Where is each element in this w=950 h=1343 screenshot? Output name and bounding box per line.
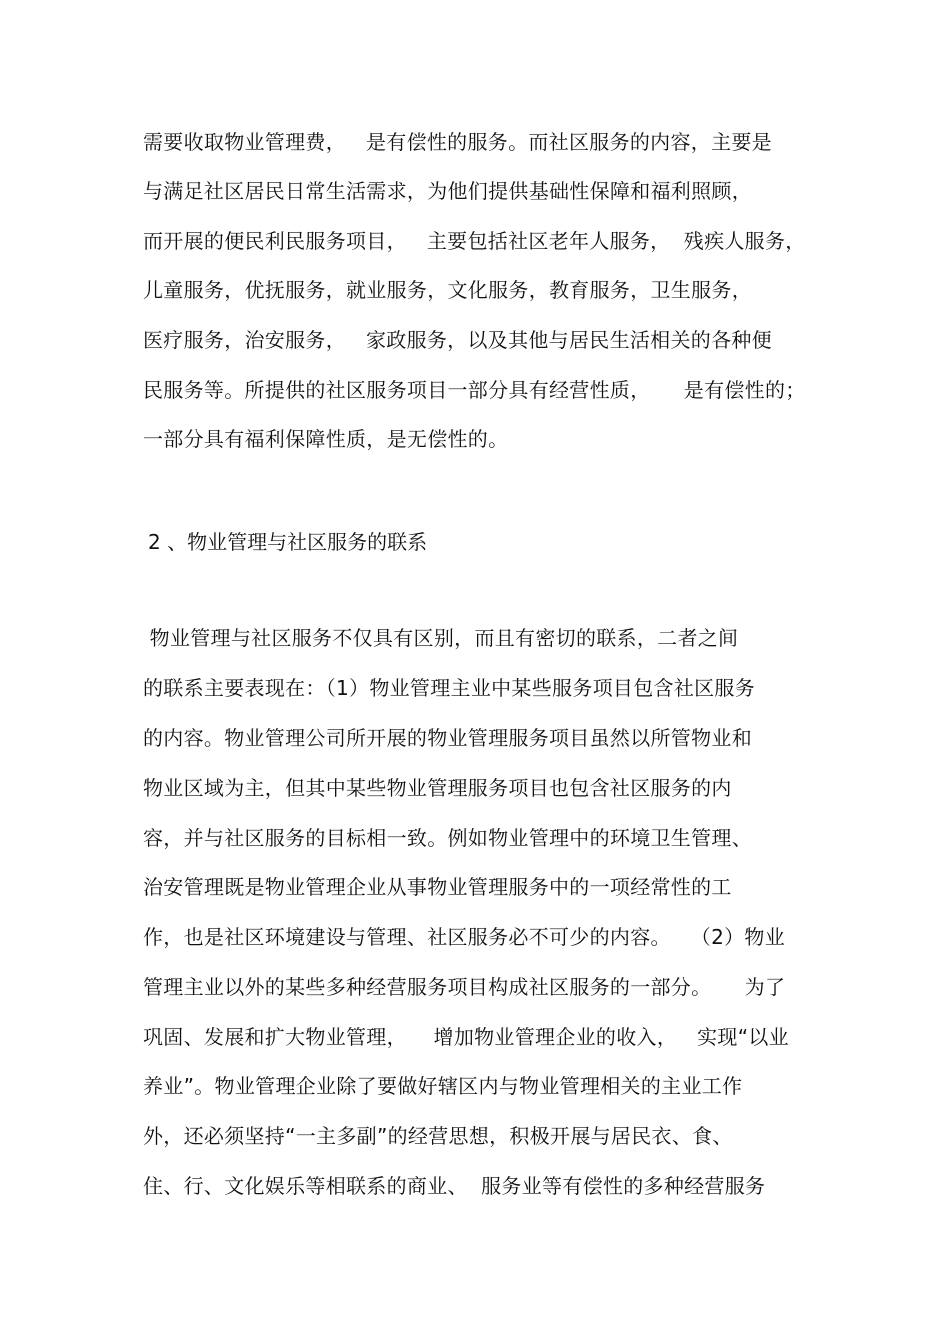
text-line: 容，并与社区服务的目标相一致。例如物业管理中的环境卫生管理、 bbox=[143, 826, 752, 850]
text-line: 管理主业以外的某些多种经营服务项目构成社区服务的一部分。 为了 bbox=[143, 975, 786, 999]
text-line: 住、行、文化娱乐等相联系的商业、 服务业等有偿性的多种经营服务 bbox=[143, 1174, 766, 1198]
text-line: 的联系主要表现在：（1）物业管理主业中某些服务项目包含社区服务 bbox=[143, 676, 756, 700]
text-line: 一部分具有福利保障性质，是无偿性的。 bbox=[143, 427, 509, 451]
text-line: 外，还必须坚持“一主多副”的经营思想，积极开展与居民衣、食、 bbox=[143, 1124, 733, 1148]
text-line: 巩固、发展和扩大物业管理， 增加物业管理企业的收入， 实现“以业 bbox=[143, 1025, 789, 1049]
text-line: 治安管理既是物业管理企业从事物业管理服务中的一项经常性的工 bbox=[143, 875, 732, 899]
text-line: 民服务等。所提供的社区服务项目一部分具有经营性质， 是有偿性的； bbox=[143, 378, 806, 402]
section-heading: 2 、物业管理与社区服务的联系 bbox=[148, 530, 428, 554]
text-line: 作，也是社区环境建设与管理、社区服务必不可少的内容。 （2）物业 bbox=[143, 925, 785, 949]
text-line: 需要收取物业管理费， 是有偿性的服务。而社区服务的内容，主要是 bbox=[143, 130, 772, 154]
text-line: 与满足社区居民日常生活需求，为他们提供基础性保障和福利照顾， bbox=[143, 179, 752, 203]
text-line: 医疗服务，治安服务， 家政服务，以及其他与居民生活相关的各种便 bbox=[143, 328, 772, 352]
text-line: 养业”。物业管理企业除了要做好辖区内与物业管理相关的主业工作 bbox=[143, 1074, 743, 1098]
text-line: 物业管理与社区服务不仅具有区别，而且有密切的联系，二者之间 bbox=[143, 626, 739, 650]
text-line: 的内容。物业管理公司所开展的物业管理服务项目虽然以所管物业和 bbox=[143, 726, 752, 750]
text-line: 儿童服务，优抚服务，就业服务，文化服务，教育服务，卫生服务， bbox=[143, 278, 752, 302]
text-line: 而开展的便民利民服务项目， 主要包括社区老年人服务， 残疾人服务， bbox=[143, 229, 806, 253]
text-line: 物业区域为主，但其中某些物业管理服务项目也包含社区服务的内 bbox=[143, 776, 732, 800]
